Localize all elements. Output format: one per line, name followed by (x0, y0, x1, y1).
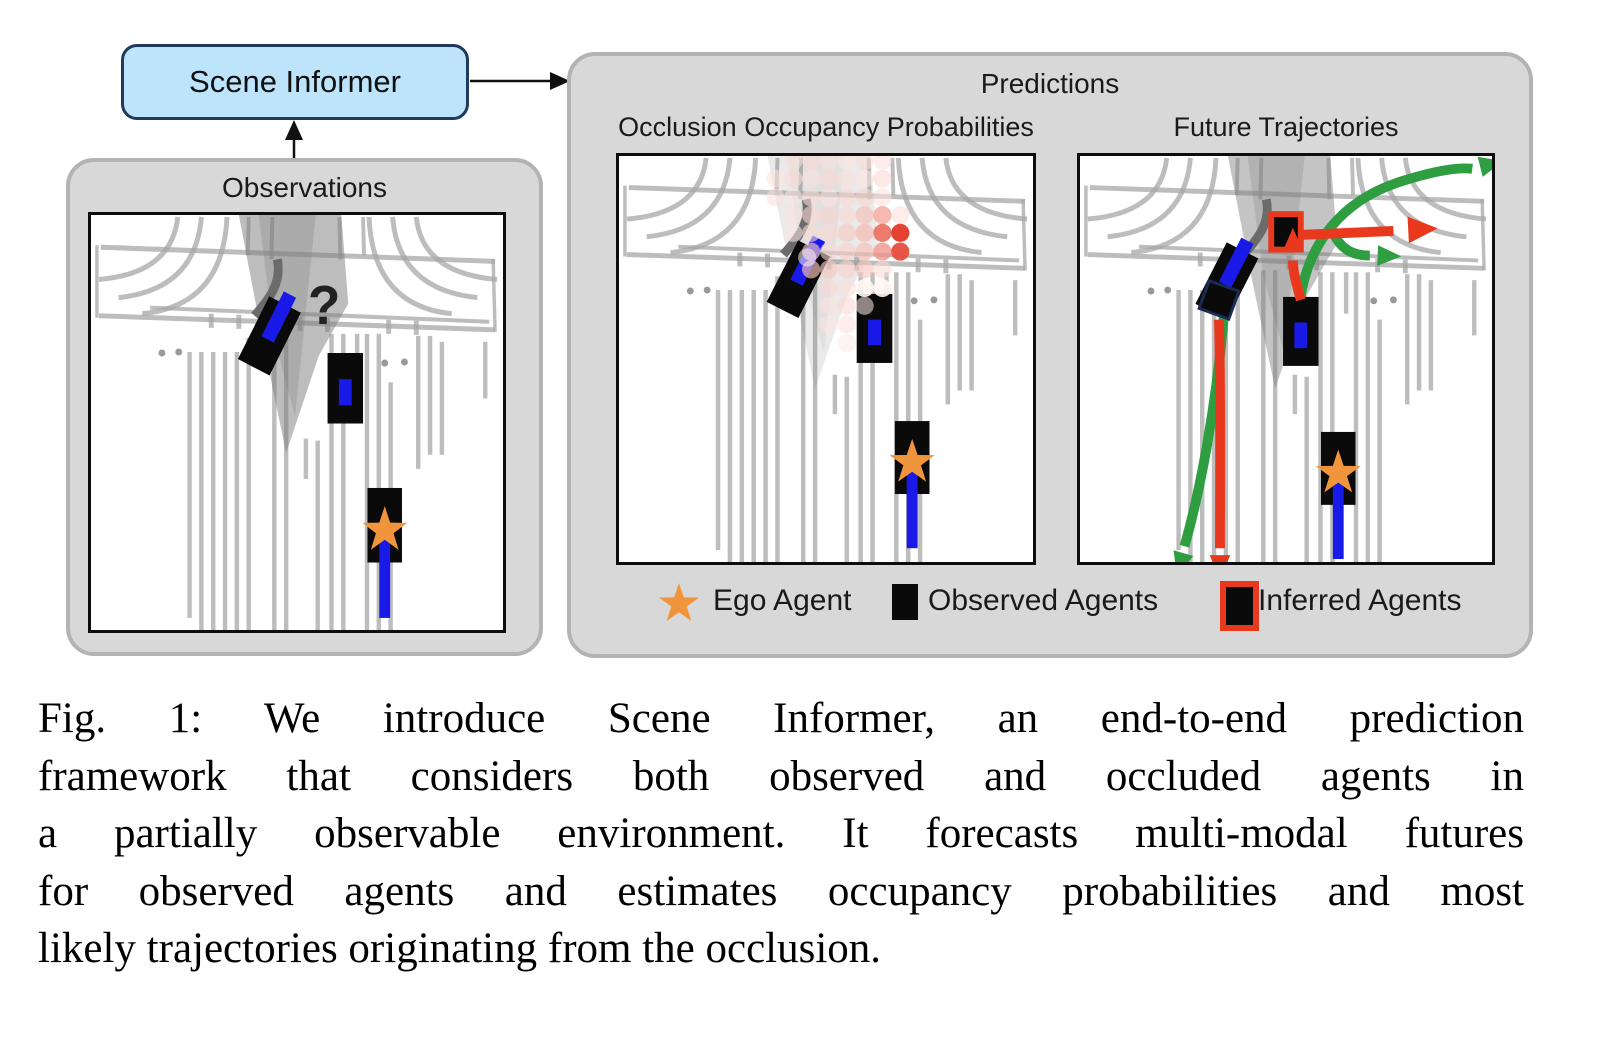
legend-label-inferred: Inferred Agents (1258, 584, 1462, 617)
caption-line: framework that considers both observed and occluded agents in (38, 752, 1524, 800)
observed-agent (328, 353, 363, 424)
inferred-agents-swatch-icon (1220, 581, 1259, 631)
caption-line: a partially observable environment. It forecasts multi-modal futures (38, 810, 1524, 857)
ego-star-icon (656, 580, 702, 626)
trajectories-subtitle: Future Trajectories (1173, 112, 1399, 142)
occupancy-subtitle: Occlusion Occupancy Probabilities (618, 112, 1034, 142)
inferred-agent-red-right (1303, 231, 1394, 235)
arrow-observations-to-model (280, 118, 310, 162)
legend-label-observed: Observed Agents (928, 584, 1159, 617)
occlusion-question-mark: ? (307, 275, 341, 336)
legend (571, 578, 1529, 628)
legend-label-ego: Ego Agent (713, 584, 852, 617)
arrow-model-to-predictions (466, 64, 574, 98)
observations-map (88, 212, 506, 633)
occluded-agent-red-straight (1219, 320, 1220, 549)
figure-caption (38, 690, 1524, 978)
observations-panel (66, 158, 543, 656)
caption-line: Fig. 1: We introduce Scene Informer, an end-to-end prediction (38, 695, 1524, 742)
trajectories-map (1077, 153, 1495, 565)
observations-title: Observations (222, 172, 387, 203)
caption-line: for observed agents and estimates occupancy probabilities and most (38, 867, 1524, 915)
observed-agent (1283, 297, 1318, 366)
predictions-panel (567, 52, 1533, 658)
caption-line: likely trajectories originating from the occlusion. (38, 925, 882, 972)
scene-informer-label: Scene Informer (189, 64, 401, 99)
occupancy-map (616, 153, 1036, 565)
scene-informer-box (121, 44, 469, 120)
observed-agents-swatch-icon (892, 584, 918, 620)
predictions-title: Predictions (980, 68, 1120, 99)
